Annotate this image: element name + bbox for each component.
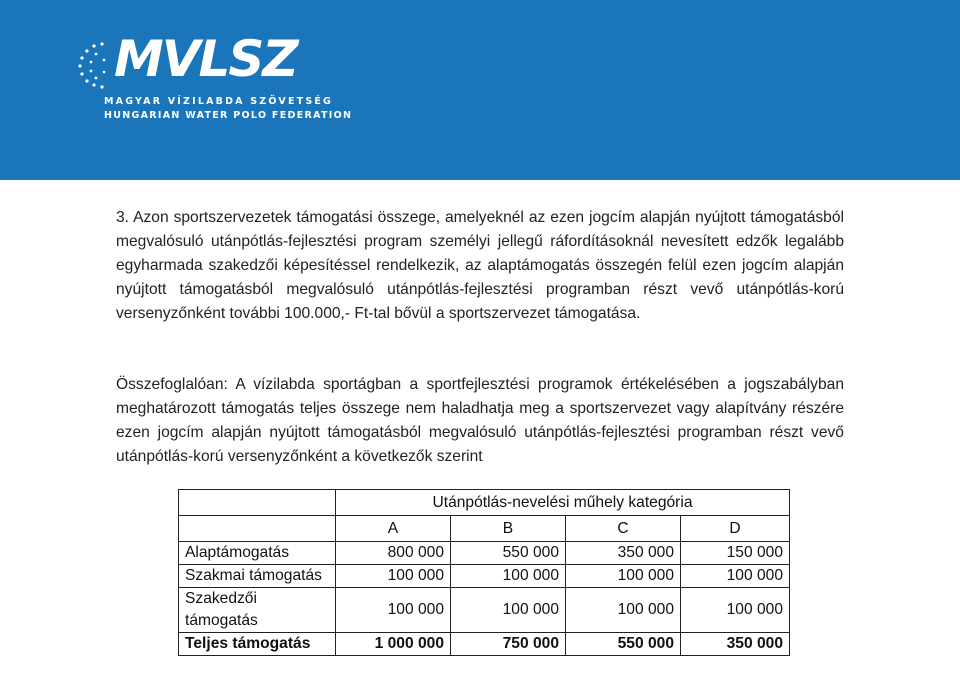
table-cell: 1 000 000	[336, 633, 451, 656]
logo-tagline-hungarian: MAGYAR VÍZILABDA SZÖVETSÉG	[104, 96, 334, 107]
row-label: Szakedzői támogatás	[179, 588, 336, 633]
table-corner-cell	[179, 516, 336, 542]
table-cell: 150 000	[681, 542, 790, 565]
table-cell: 100 000	[451, 588, 566, 633]
column-header-d: D	[681, 516, 790, 542]
row-label: Szakmai támogatás	[179, 565, 336, 588]
table-cell: 100 000	[451, 565, 566, 588]
paragraph-rule-3: 3. Azon sportszervezetek támogatási összege, amelyeknél az ezen jogcím alapján nyújtott támogatásból megvalósuló utánpótlás-fejlesztési program személyi jellegű ráfordításoknál nevesített edzők legalább egyharmada szakedzői képesítéssel rendelkezik, az alaptámogatás összegén felül ezen jogcím alapján nyújtott támogatásból megvalósuló utánpótlás-fejlesztési programban részt vevő utánpótlás-korú versenyzőnként további 100.000,- Ft-tal bővül a sportszervezet támogatása.	[116, 209, 844, 322]
row-label: Teljes támogatás	[179, 633, 336, 656]
table-header-row	[179, 490, 790, 516]
support-amount-table	[178, 489, 790, 656]
table-cell: 550 000	[566, 633, 681, 656]
table-cell: 100 000	[681, 588, 790, 633]
category-group-header: Utánpótlás-nevelési műhely kategória	[336, 490, 790, 516]
table-total-row	[179, 633, 790, 656]
table-cell: 100 000	[566, 588, 681, 633]
table-row	[179, 542, 790, 565]
table-corner-cell	[179, 490, 336, 516]
column-header-a: A	[336, 516, 451, 542]
federation-logo	[72, 30, 353, 126]
column-header-b: B	[451, 516, 566, 542]
table-column-header-row	[179, 516, 790, 542]
header-banner	[0, 0, 960, 180]
logo-tagline-english: HUNGARIAN WATER POLO FEDERATION	[104, 110, 353, 121]
row-label: Alaptámogatás	[179, 542, 336, 565]
table-cell: 550 000	[451, 542, 566, 565]
table-cell: 100 000	[566, 565, 681, 588]
table-cell: 100 000	[336, 565, 451, 588]
table-cell: 750 000	[451, 633, 566, 656]
table-cell: 350 000	[681, 633, 790, 656]
paragraph-summary: Összefoglalóan: A vízilabda sportágban a sportfejlesztési programok értékelésében a jogszabályban meghatározott támogatás teljes összege nem haladhatja meg a sportszervezet vagy alapítvány részére ezen jogcím alapján nyújtott támogatásból megvalósuló utánpótlás-fejlesztési programban részt vevő utánpótlás-korú versenyzőnként a következők szerint	[116, 376, 844, 465]
table-row	[179, 565, 790, 588]
table-cell: 100 000	[336, 588, 451, 633]
logo-wordmark: MVLSZ	[114, 30, 297, 88]
table-row	[179, 588, 790, 633]
table-cell: 800 000	[336, 542, 451, 565]
column-header-c: C	[566, 516, 681, 542]
table-cell: 100 000	[681, 565, 790, 588]
table-cell: 350 000	[566, 542, 681, 565]
